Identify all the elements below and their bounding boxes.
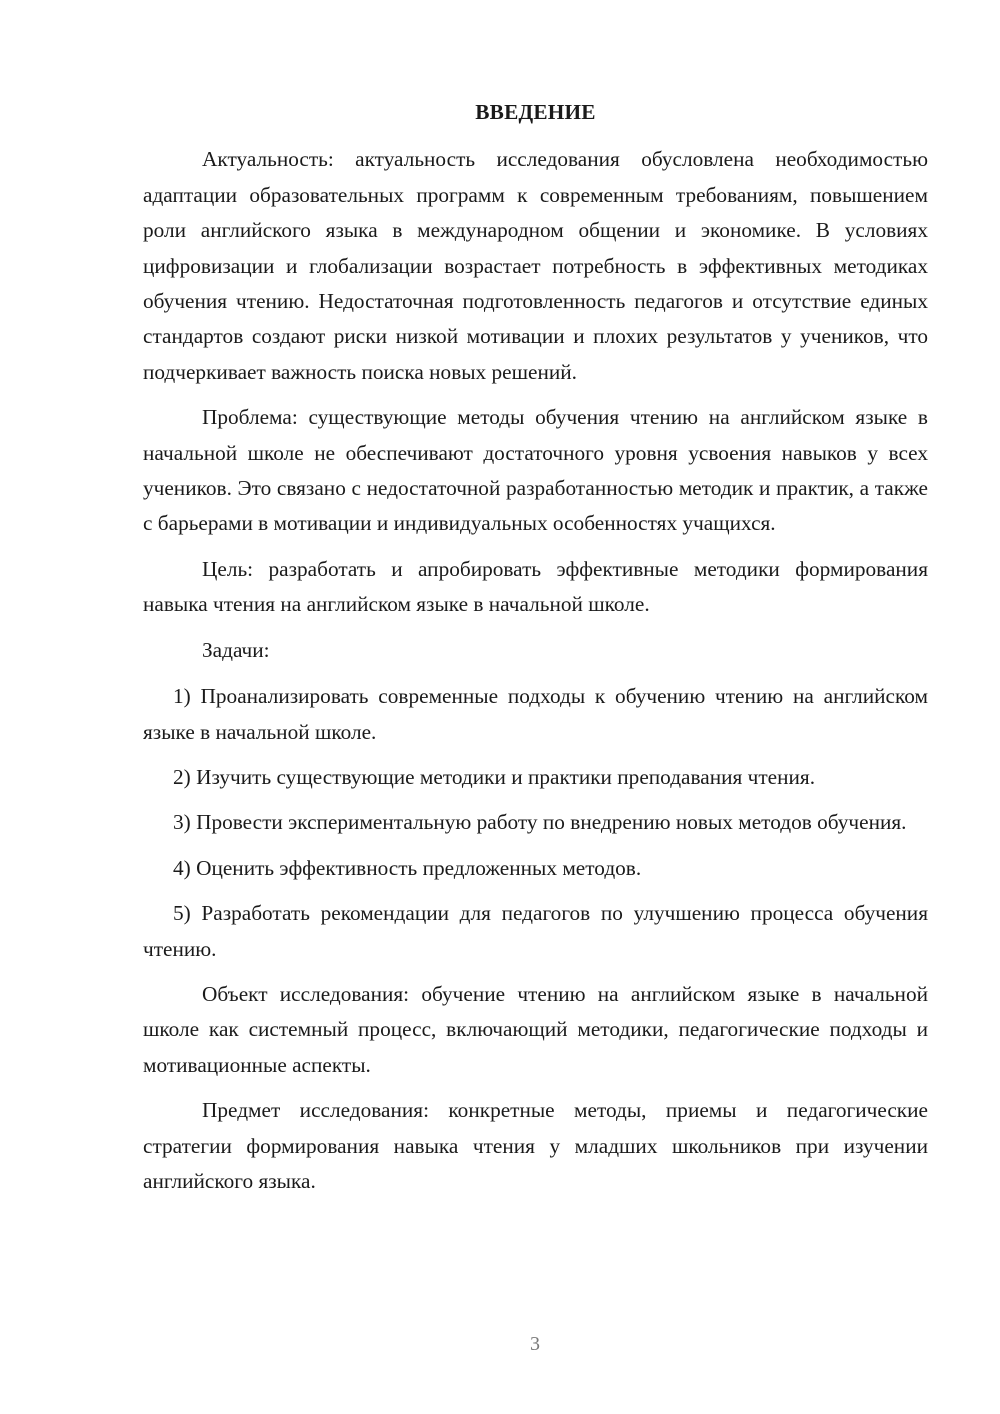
paragraph-problem: Проблема: существующие методы обучения чтению на английском языке в начальной школе не обеспечивают достаточного уровня усвоения навыков у всех учеников. Это связано с недостаточной разработанностью методик и практик, а также с барьерами в мотивации и индивидуальных особенностях учащихся. <box>143 405 928 536</box>
paragraph-goal: Цель: разработать и апробировать эффективные методики формирования навыка чтения на английском языке в начальной школе. <box>143 556 928 617</box>
paragraph-subject: Предмет исследования: конкретные методы, приемы и педагогические стратегии формирования навыка чтения у младших школьников при изучении английского языка. <box>143 1098 928 1193</box>
task-item-3: 3) Провести экспериментальную работу по внедрению новых методов обучения. <box>173 810 907 835</box>
section-title: ВВЕДЕНИЕ <box>475 100 596 124</box>
paragraph-relevance: Актуальность: актуальность исследования обусловлена необходимостью адаптации образовательных программ к современным требованиям, повышением роли английского языка в международном общении и экономике. В условиях цифровизации и глобализации возрастает потребность в эффективных методиках обучения чтению. Недостаточная подготовленность педагогов и отсутствие единых стандартов создают риски низкой мотивации и плохих результатов у учеников, что подчеркивает важность поиска новых решений. <box>143 147 928 384</box>
page-number: 3 <box>530 1333 540 1355</box>
task-item-5: 5) Разработать рекомендации для педагогов по улучшению процесса обучения чтению. <box>143 901 928 961</box>
task-item-4: 4) Оценить эффективность предложенных методов. <box>173 855 642 880</box>
task-item-2: 2) Изучить существующие методики и практики преподавания чтения. <box>173 764 816 789</box>
page-content <box>143 95 928 1209</box>
task-item-1: 1) Проанализировать современные подходы к обучению чтению на английском языке в начальной школе. <box>143 684 928 744</box>
paragraph-object: Объект исследования: обучение чтению на английском языке в начальной школе как системный процесс, включающий методики, педагогические подходы и мотивационные аспекты. <box>143 981 928 1077</box>
tasks-label: Задачи: <box>202 637 270 662</box>
